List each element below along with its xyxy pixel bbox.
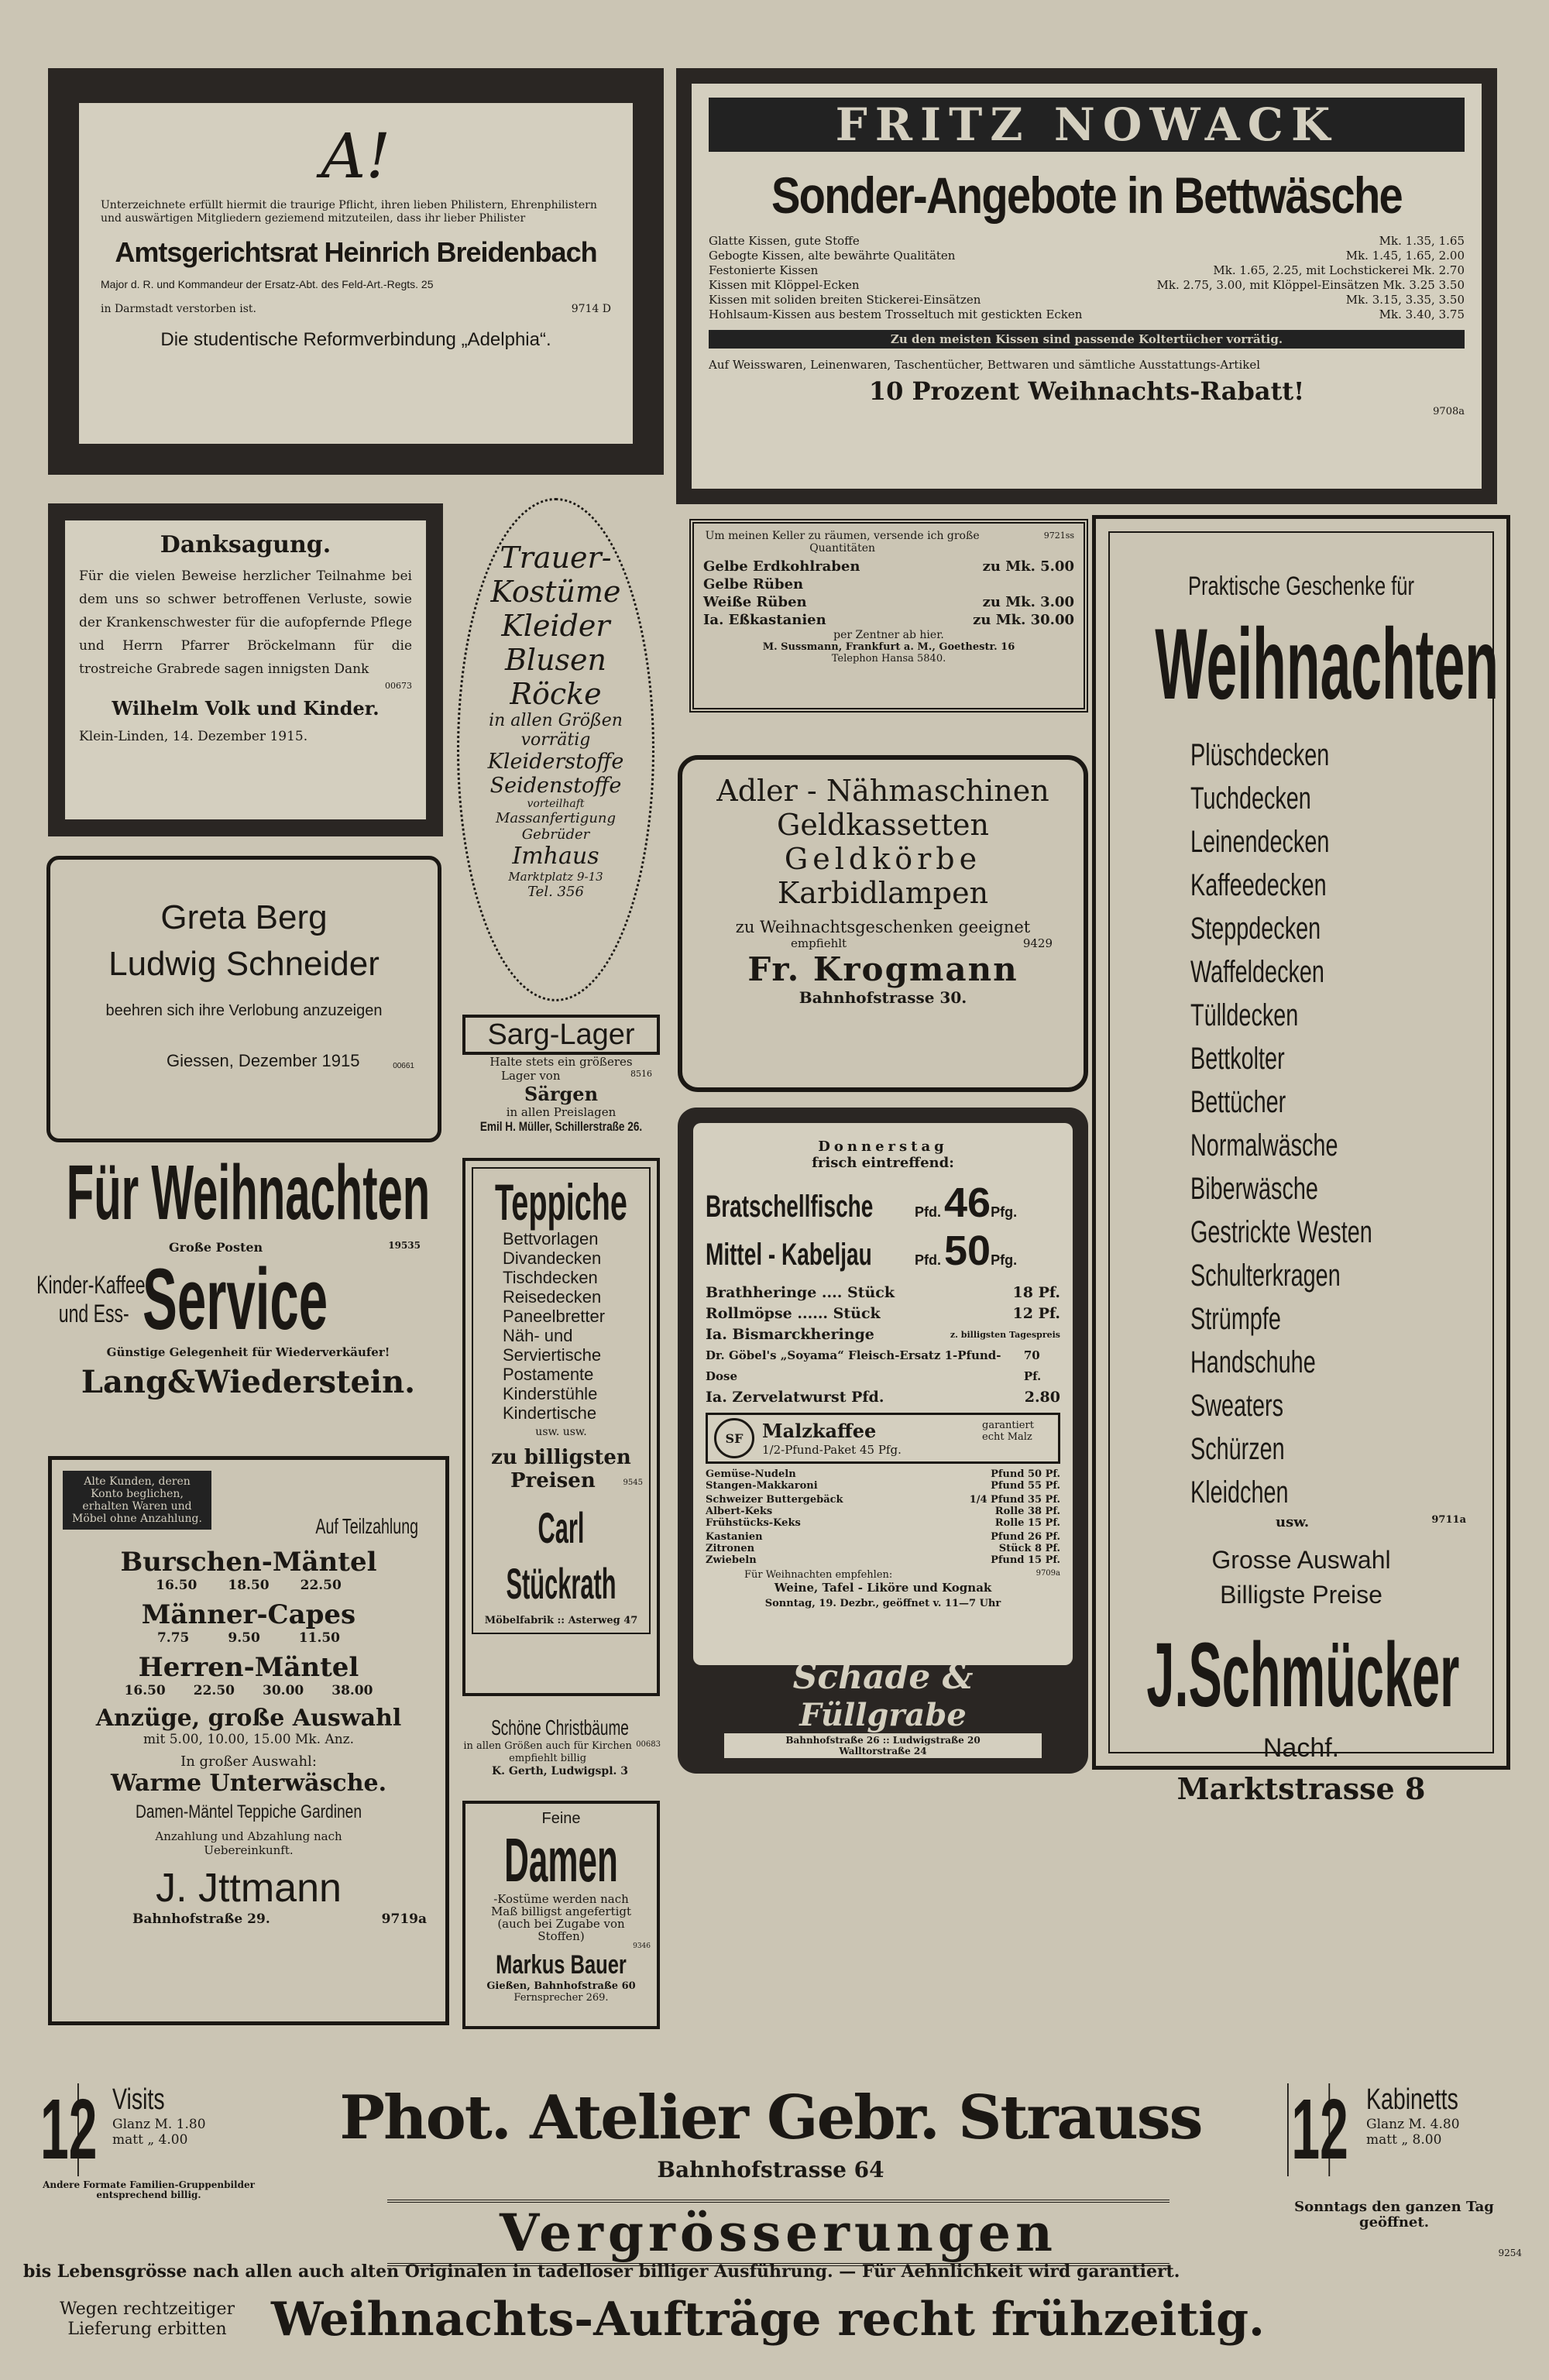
strauss-ad (23, 2076, 1530, 2366)
nowack-item-price: Mk. 2.75, 3.00, mit Klöppel-Einsätzen Mk. 3.25 3.50 (1156, 278, 1465, 292)
praktisch-top: Praktische Geschenke für (1188, 572, 1414, 601)
ittmann-p4: Anzüge, große Auswahl (95, 1705, 402, 1732)
adler-code: 9429 (1022, 936, 1053, 950)
sarg-line: Lager von (501, 1069, 561, 1083)
obituary-name: Amtsgerichtsrat Heinrich Breidenbach (115, 236, 597, 268)
fisch-sonntag: Sonntag, 19. Dezbr., geöffnet v. 11—7 Uhr (764, 1598, 1001, 1609)
fisch-addr1: Bahnhofstraße 26 :: Ludwigstraße 20 (785, 1735, 981, 1746)
praktisch-item: Sweaters (1190, 1389, 1284, 1423)
bauer-title: Damen (504, 1825, 618, 1894)
teppiche-item: Näh- und (503, 1326, 573, 1345)
ittmann-teilzahlung: Auf Teilzahlung (315, 1514, 418, 1538)
praktisch-code: 9711a (1431, 1514, 1466, 1526)
adler-ad (678, 755, 1088, 1092)
ittmann-price: 9.50 (228, 1630, 260, 1646)
praktisch-slogan1: Grosse Auswahl (1211, 1546, 1391, 1574)
trauer-line: Trauer- (500, 541, 612, 575)
fisch-malzpack: 1/2-Pfund-Paket 45 Pfg. (762, 1443, 902, 1457)
strauss-left-l2: matt „ 4.00 (112, 2132, 188, 2148)
praktisch-item: Tülldecken (1190, 998, 1299, 1032)
fisch-fish2-price: 50 (944, 1228, 991, 1274)
fisch-list-price: Pfund 50 Pf. (991, 1468, 1060, 1480)
ruben-item: Ia. Eßkastanien (703, 612, 826, 628)
lang-line2: und Ess- (58, 1299, 129, 1327)
bauer-top: Feine (541, 1810, 581, 1827)
nowack-item-label: Gebogte Kissen, alte bewährte Qualitäten (709, 249, 956, 263)
obituary-rank: Major d. R. und Kommandeur der Ersatz-Abt. des Feld-Art.-Regts. 25 (101, 278, 434, 290)
lang-service: Service (143, 1251, 328, 1348)
praktisch-title: Weihnachten (1155, 607, 1499, 720)
teppiche-preis1: zu billigsten (491, 1446, 631, 1469)
sarg-title: Sarg-Lager (462, 1015, 660, 1055)
praktisch-item: Steppdecken (1190, 912, 1321, 946)
ittmann-address: Bahnhofstraße 29. (132, 1911, 270, 1927)
strauss-left-title: Visits (112, 2083, 165, 2116)
ruben-price: zu Mk. 5.00 (982, 558, 1074, 575)
ittmann-firm: J. Jttmann (156, 1866, 342, 1911)
fisch-list-price: Pfund 15 Pf. (991, 1554, 1060, 1566)
fisch-firm1: Schade & (792, 1657, 974, 1697)
fisch-item: Dr. Göbel's „Soyama“ Fleisch-Ersatz 1-Pfund-Dose (706, 1348, 1001, 1383)
obituary-place: in Darmstadt verstorben ist. (101, 303, 256, 315)
strauss-left-num: 12 (40, 2082, 98, 2177)
lang-line1: Kinder-Kaffee- (36, 1270, 152, 1299)
fisch-list-price: Pfund 26 Pf. (991, 1531, 1060, 1543)
lang-firm: Lang&Wiederstein. (81, 1364, 416, 1400)
trauer-line: Kleiderstoffe (487, 750, 624, 774)
sarg-firm: Emil H. Müller, Schillerstraße 26. (479, 1119, 643, 1134)
fisch-malzsub: garantiert echt Malz (982, 1420, 1034, 1443)
ittmann-price: 7.75 (156, 1630, 190, 1646)
fisch-ad (678, 1108, 1088, 1774)
nowack-item-price: Mk. 3.15, 3.35, 3.50 (1345, 293, 1465, 307)
praktisch-item: Bettücher (1190, 1085, 1286, 1119)
fisch-fish2-unit: Pfd. (915, 1252, 941, 1268)
lang-title: Für Weihnachten (66, 1149, 431, 1236)
obituary-monogram: A! (321, 120, 391, 192)
nowack-item-price: Mk. 1.45, 1.65, 2.00 (1345, 249, 1465, 263)
ittmann-top: Alte Kunden, deren Konto beglichen, erhalten Waren und Möbel ohne Anzahlung. (63, 1471, 211, 1530)
trauer-line: Seidenstoffe (489, 774, 622, 798)
fisch-price: z. billigsten Tagespreis (950, 1330, 1060, 1340)
ruben-price: zu Mk. 30.00 (973, 612, 1074, 628)
lang-code: 19535 (388, 1240, 421, 1251)
trauer-line: Massanfertigung (495, 810, 617, 826)
strauss-left-note: Andere Formate Familien-Gruppenbilder entsprechend billig. (43, 2179, 255, 2200)
fisch-list-item: Zwiebeln (706, 1554, 757, 1566)
fisch-arrive: frisch eintreffend: (812, 1155, 954, 1171)
nowack-item-label: Kissen mit Klöppel-Ecken (709, 278, 860, 292)
trauer-line: Imhaus (512, 843, 599, 870)
ruben-item: Weiße Rüben (703, 594, 807, 610)
adler-line: Adler - Nähmaschinen (716, 774, 1049, 808)
adler-line: Geldkörbe (784, 842, 982, 876)
strauss-right-l2: matt „ 8.00 (1366, 2132, 1442, 2148)
fisch-fish1-pfg: Pfg. (991, 1204, 1018, 1220)
nowack-item-price: Mk. 3.40, 3.75 (1379, 307, 1465, 321)
fisch-list-item: Gemüse-Nudeln (706, 1468, 796, 1480)
obituary-ad (48, 68, 664, 475)
trauer-line: vorrätig (520, 730, 591, 750)
verlobung-place: Giessen, Dezember 1915 (167, 1051, 360, 1070)
fisch-list-item: Albert-Keks (706, 1506, 773, 1517)
trauer-line: vorteilhaft (527, 798, 585, 810)
fisch-malz: Malzkaffee (762, 1420, 877, 1442)
nowack-rabatt: 10 Prozent Weihnachts-Rabatt! (868, 376, 1305, 406)
ittmann-p3: Herren-Mäntel (138, 1652, 359, 1683)
praktisch-item: Leinendecken (1190, 825, 1330, 859)
strauss-wegen2: Lieferung erbitten (67, 2320, 227, 2339)
dank-code: 00673 (385, 681, 412, 691)
fisch-weine: Weine, Tafel - Liköre und Kognak (774, 1581, 992, 1595)
nowack-item-label: Hohlsaum-Kissen aus bestem Trosseltuch mit gestickten Ecken (709, 307, 1083, 321)
bauer-tel: Fernsprecher 269. (513, 1992, 609, 2004)
ittmann-price: 16.50 (124, 1683, 166, 1698)
nowack-code: 9708a (1433, 406, 1465, 417)
praktisch-address: Marktstrasse 8 (1176, 1771, 1426, 1806)
baeume-firm: K. Gerth, Ludwigspl. 3 (492, 1765, 628, 1777)
fisch-item: Rollmöpse ...... Stück (706, 1305, 881, 1322)
bauer-address: Gießen, Bahnhofstraße 60 (486, 1980, 636, 1992)
praktisch-item: Strümpfe (1190, 1302, 1281, 1336)
fisch-list-price: Stück 8 Pf. (998, 1543, 1060, 1554)
bauer-firm: Markus Bauer (496, 1950, 627, 1980)
praktisch-item: Normalwäsche (1190, 1128, 1338, 1163)
obituary-signed: Die studentische Reformverbindung „Adelphia“. (160, 329, 551, 350)
sarg-line: in allen Preislagen (506, 1105, 617, 1119)
praktisch-item: Tuchdecken (1190, 781, 1311, 816)
fisch-list-item: Schweizer Buttergebäck (706, 1494, 843, 1506)
nowack-item-label: Festonierte Kissen (709, 263, 819, 277)
ruben-firm: M. Sussmann, Frankfurt a. M., Goethestr. 16 (762, 641, 1015, 653)
malzkaffee-logo-icon: SF (714, 1418, 754, 1458)
baeume-code: 00683 (636, 1740, 661, 1749)
sarg-saerge: Särgen (524, 1083, 599, 1105)
strauss-title: Phot. Atelier Gebr. Strauss (339, 2083, 1202, 2153)
teppiche-item: Paneelbretter (503, 1307, 606, 1326)
fisch-empfehl: Für Weihnachten empfehlen: (744, 1569, 893, 1581)
nowack-item-price: Mk. 1.65, 2.25, mit Lochstickerei Mk. 2.70 (1213, 263, 1465, 277)
ruben-unit: per Zentner ab hier. (833, 629, 944, 641)
strauss-left-l1: Glanz M. 1.80 (112, 2117, 206, 2132)
teppiche-code: 9545 (623, 1478, 643, 1487)
strauss-right-note: Sonntags den ganzen Tag geöffnet. (1294, 2199, 1494, 2231)
ittmann-p4prices: mit 5.00, 10.00, 15.00 Mk. Anz. (143, 1732, 355, 1747)
strauss-line: bis Lebensgrösse nach allen auch alten Originalen in tadelloser billiger Ausführung. — Für Aehnlichkeit wird garantiert. (23, 2262, 1180, 2282)
fisch-item: Ia. Bismarckheringe (706, 1326, 874, 1343)
praktisch-item: Biberwäsche (1190, 1172, 1318, 1206)
verlobung-code: 00661 (393, 1062, 414, 1070)
praktisch-usw: usw. (1276, 1514, 1310, 1530)
fisch-item: Ia. Zervelatwurst Pfd. (706, 1389, 884, 1406)
adler-line: zu Weihnachtsgeschenken geeignet (735, 918, 1031, 936)
baeume-title: Schöne Christbäume (491, 1715, 629, 1739)
nowack-ad (676, 68, 1497, 504)
fisch-list-price: Rolle 38 Pf. (994, 1506, 1060, 1517)
fisch-price: 18 Pf. (1012, 1284, 1060, 1301)
verlobung-name2: Ludwig Schneider (108, 945, 380, 983)
ruben-code: 9721ss (1043, 531, 1074, 541)
ittmann-p1: Burschen-Mäntel (120, 1547, 377, 1578)
adler-address: Bahnhofstrasse 30. (799, 988, 967, 1007)
strauss-right-title: Kabinetts (1366, 2083, 1458, 2116)
teppiche-ad (462, 1158, 660, 1696)
strauss-auftrag: Weihnachts-Aufträge recht frühzeitig. (271, 2292, 1265, 2347)
nowack-subtitle: Sonder-Angebote in Bettwäsche (771, 167, 1403, 224)
sarg-code: 8516 (630, 1069, 652, 1079)
adler-empfiehlt: empfiehlt (791, 936, 847, 950)
strauss-wegen1: Wegen rechtzeitiger (59, 2299, 235, 2319)
fisch-list-item: Zitronen (706, 1543, 755, 1554)
adler-line: Geldkassetten (777, 808, 989, 842)
teppiche-item: Kinderstühle (503, 1384, 598, 1403)
praktisch-item: Kleidchen (1190, 1475, 1289, 1509)
ittmann-waesche: Warme Unterwäsche. (110, 1770, 387, 1797)
teppiche-firm: Carl Stückrath (506, 1503, 617, 1608)
dank-ad (48, 503, 443, 836)
dank-text: Für die vielen Beweise herzlicher Teilnahme bei dem uns so schwer betroffenen Verluste, sowie der Krankenschwester für die aufopfernde Pflege und Herrn Pfarrer Bröckelmann für die trostreiche Grabrede sagen innigsten Dank (79, 568, 412, 677)
strauss-right-l1: Glanz M. 4.80 (1366, 2117, 1460, 2132)
praktisch-item: Schulterkragen (1190, 1259, 1341, 1293)
sarg-line: Halte stets ein größeres (489, 1055, 633, 1069)
ittmann-price: 16.50 (156, 1578, 197, 1593)
trauer-ad (457, 498, 654, 1001)
ittmann-p2: Männer-Capes (141, 1599, 356, 1630)
fisch-fish1: Bratschellfische (706, 1190, 874, 1224)
teppiche-usw: usw. usw. (535, 1426, 587, 1438)
ittmann-price: 30.00 (263, 1683, 304, 1698)
fisch-list-price: 1/4 Pfund 35 Pf. (969, 1494, 1060, 1506)
trauer-line: in allen Größen (489, 711, 623, 730)
fisch-list-item: Frühstücks-Keks (706, 1517, 801, 1529)
fisch-firm2: Füllgrabe (799, 1697, 967, 1733)
fisch-price: 12 Pf. (1012, 1305, 1060, 1322)
ittmann-price: 22.50 (300, 1578, 342, 1593)
praktisch-slogan2: Billigste Preise (1220, 1581, 1382, 1609)
nowack-item-price: Mk. 1.35, 1.65 (1379, 234, 1465, 248)
ittmann-ad (48, 1456, 449, 2025)
praktisch-nachf: Nachf. (1262, 1733, 1340, 1763)
teppiche-item: Postamente (503, 1365, 594, 1384)
obituary-code: 9714 D (571, 303, 611, 315)
dank-signed: Wilhelm Volk und Kinder. (112, 697, 380, 719)
fisch-list-item: Kastanien (706, 1531, 763, 1543)
strauss-right-num: 12 (1287, 2083, 1330, 2176)
teppiche-item: Kindertische (503, 1403, 597, 1423)
bauer-ad (462, 1801, 660, 2029)
teppiche-item: Reisedecken (503, 1287, 602, 1307)
fisch-fish2: Mittel - Kabeljau (706, 1238, 872, 1272)
dank-place: Klein-Linden, 14. Dezember 1915. (79, 729, 308, 744)
lang-ad (36, 1149, 452, 1417)
nowack-title: FRITZ NOWACK (709, 98, 1465, 152)
teppiche-preis2: Preisen (510, 1469, 596, 1492)
fisch-list-item: Stangen-Makkaroni (706, 1480, 818, 1492)
adler-firm: Fr. Krogmann (747, 950, 1018, 988)
praktisch-item: Plüschdecken (1190, 738, 1330, 772)
baeume-text: in allen Größen auch für Kirchen empfiehlt billig (463, 1740, 632, 1764)
baeume-ad (459, 1715, 661, 1793)
verlobung-name1: Greta Berg (160, 898, 328, 936)
ruben-item: Gelbe Erdkohlraben (703, 558, 860, 575)
ruben-price: zu Mk. 3.00 (982, 594, 1074, 610)
strauss-code: 9254 (1498, 2248, 1522, 2258)
nowack-item-label: Kissen mit soliden breiten Stickerei-Einsätzen (709, 293, 981, 307)
praktisch-ad (1092, 515, 1510, 1806)
praktisch-item: Handschuhe (1190, 1345, 1316, 1379)
ruben-tel: Telephon Hansa 5840. (831, 653, 946, 665)
nowack-items (709, 234, 1465, 322)
trauer-line: Marktplatz 9-13 (508, 870, 603, 884)
fisch-list-price: Rolle 15 Pf. (994, 1517, 1060, 1529)
teppiche-sub: Möbelfabrik :: Asterweg 47 (484, 1615, 638, 1626)
ittmann-price: 18.50 (228, 1578, 270, 1593)
ittmann-auswahl: In großer Auswahl: (180, 1753, 317, 1770)
fisch-list-price: Pfund 55 Pf. (991, 1480, 1060, 1492)
teppiche-item: Tischdecken (503, 1268, 598, 1287)
verlobung-ad (46, 856, 441, 1142)
ruben-ad (689, 519, 1088, 713)
praktisch-item: Gestrickte Westen (1190, 1215, 1372, 1249)
fisch-price: 70 Pf. (1023, 1348, 1042, 1383)
nowack-item-label: Glatte Kissen, gute Stoffe (709, 234, 860, 248)
fisch-price: 2.80 (1024, 1389, 1060, 1406)
fisch-fish2-pfg: Pfg. (991, 1252, 1018, 1268)
trauer-line: Kostüme (490, 575, 621, 609)
trauer-line: Gebrüder (521, 826, 590, 843)
strauss-address: Bahnhofstrasse 64 (657, 2157, 884, 2183)
praktisch-firm: J.Schmücker (1146, 1624, 1460, 1726)
ittmann-damen: Damen-Mäntel Teppiche Gardinen (135, 1801, 362, 1822)
trauer-line: Röcke (510, 677, 602, 711)
trauer-line: Blusen (504, 643, 606, 677)
sarg-ad (462, 1015, 660, 1146)
trauer-line: Tel. 356 (527, 884, 584, 900)
lang-gelegenheit: Günstige Gelegenheit für Wiederverkäufer! (106, 1345, 390, 1359)
praktisch-item: Waffeldecken (1190, 955, 1324, 989)
lang-posten: Große Posten (169, 1240, 263, 1255)
ittmann-code: 9719a (381, 1911, 427, 1927)
trauer-line: Kleider (501, 609, 610, 643)
bauer-code: 9346 (633, 1942, 651, 1950)
fisch-code: 9709a (1036, 1569, 1060, 1578)
ittmann-price: 11.50 (298, 1630, 341, 1646)
fisch-item: Brathheringe .... Stück (706, 1284, 895, 1301)
fisch-day: Donnerstag (818, 1138, 948, 1155)
teppiche-item: Bettvorlagen (503, 1229, 599, 1248)
fisch-fish1-price: 46 (944, 1180, 991, 1226)
dank-title: Danksagung. (160, 531, 331, 558)
praktisch-item: Kaffeedecken (1190, 868, 1327, 902)
fisch-fish1-unit: Pfd. (915, 1204, 941, 1220)
adler-line: Karbidlampen (777, 876, 989, 910)
verlobung-text: beehren sich ihre Verlobung anzuzeigen (105, 1002, 383, 1019)
praktisch-item: Bettkolter (1190, 1042, 1285, 1076)
obituary-intro: Unterzeichnete erfüllt hiermit die traurige Pflicht, ihren lieben Philistern, Ehrenphilistern und auswärtigen Mitgliedern geziemend mitzuteilen, dass ihr lieber Philister (101, 199, 597, 225)
strauss-verg: Vergrösserungen (387, 2200, 1169, 2266)
teppiche-title: Teppiche (495, 1173, 627, 1231)
ittmann-price: 38.00 (331, 1683, 373, 1698)
nowack-note: Zu den meisten Kissen sind passende Koltertücher vorrätig. (709, 330, 1465, 349)
ittmann-anzahlung: Anzahlung und Abzahlung nach Uebereinkunft. (155, 1829, 342, 1857)
ruben-intro: Um meinen Keller zu räumen, versende ich große Quantitäten (705, 530, 980, 555)
teppiche-item: Serviertische (503, 1345, 602, 1365)
teppiche-item: Divandecken (503, 1248, 602, 1268)
ittmann-price: 22.50 (193, 1683, 235, 1698)
bauer-text: -Kostüme werden nach Maß billigst angefertigt (auch bei Zugabe von Stoffen) (490, 1892, 632, 1943)
praktisch-item: Schürzen (1190, 1432, 1285, 1466)
nowack-footer: Auf Weisswaren, Leinenwaren, Taschentücher, Bettwaren und sämtliche Ausstattungs-Artikel (709, 358, 1261, 372)
ruben-item: Gelbe Rüben (703, 576, 804, 592)
fisch-addr2: Walltorstraße 24 (839, 1746, 927, 1757)
